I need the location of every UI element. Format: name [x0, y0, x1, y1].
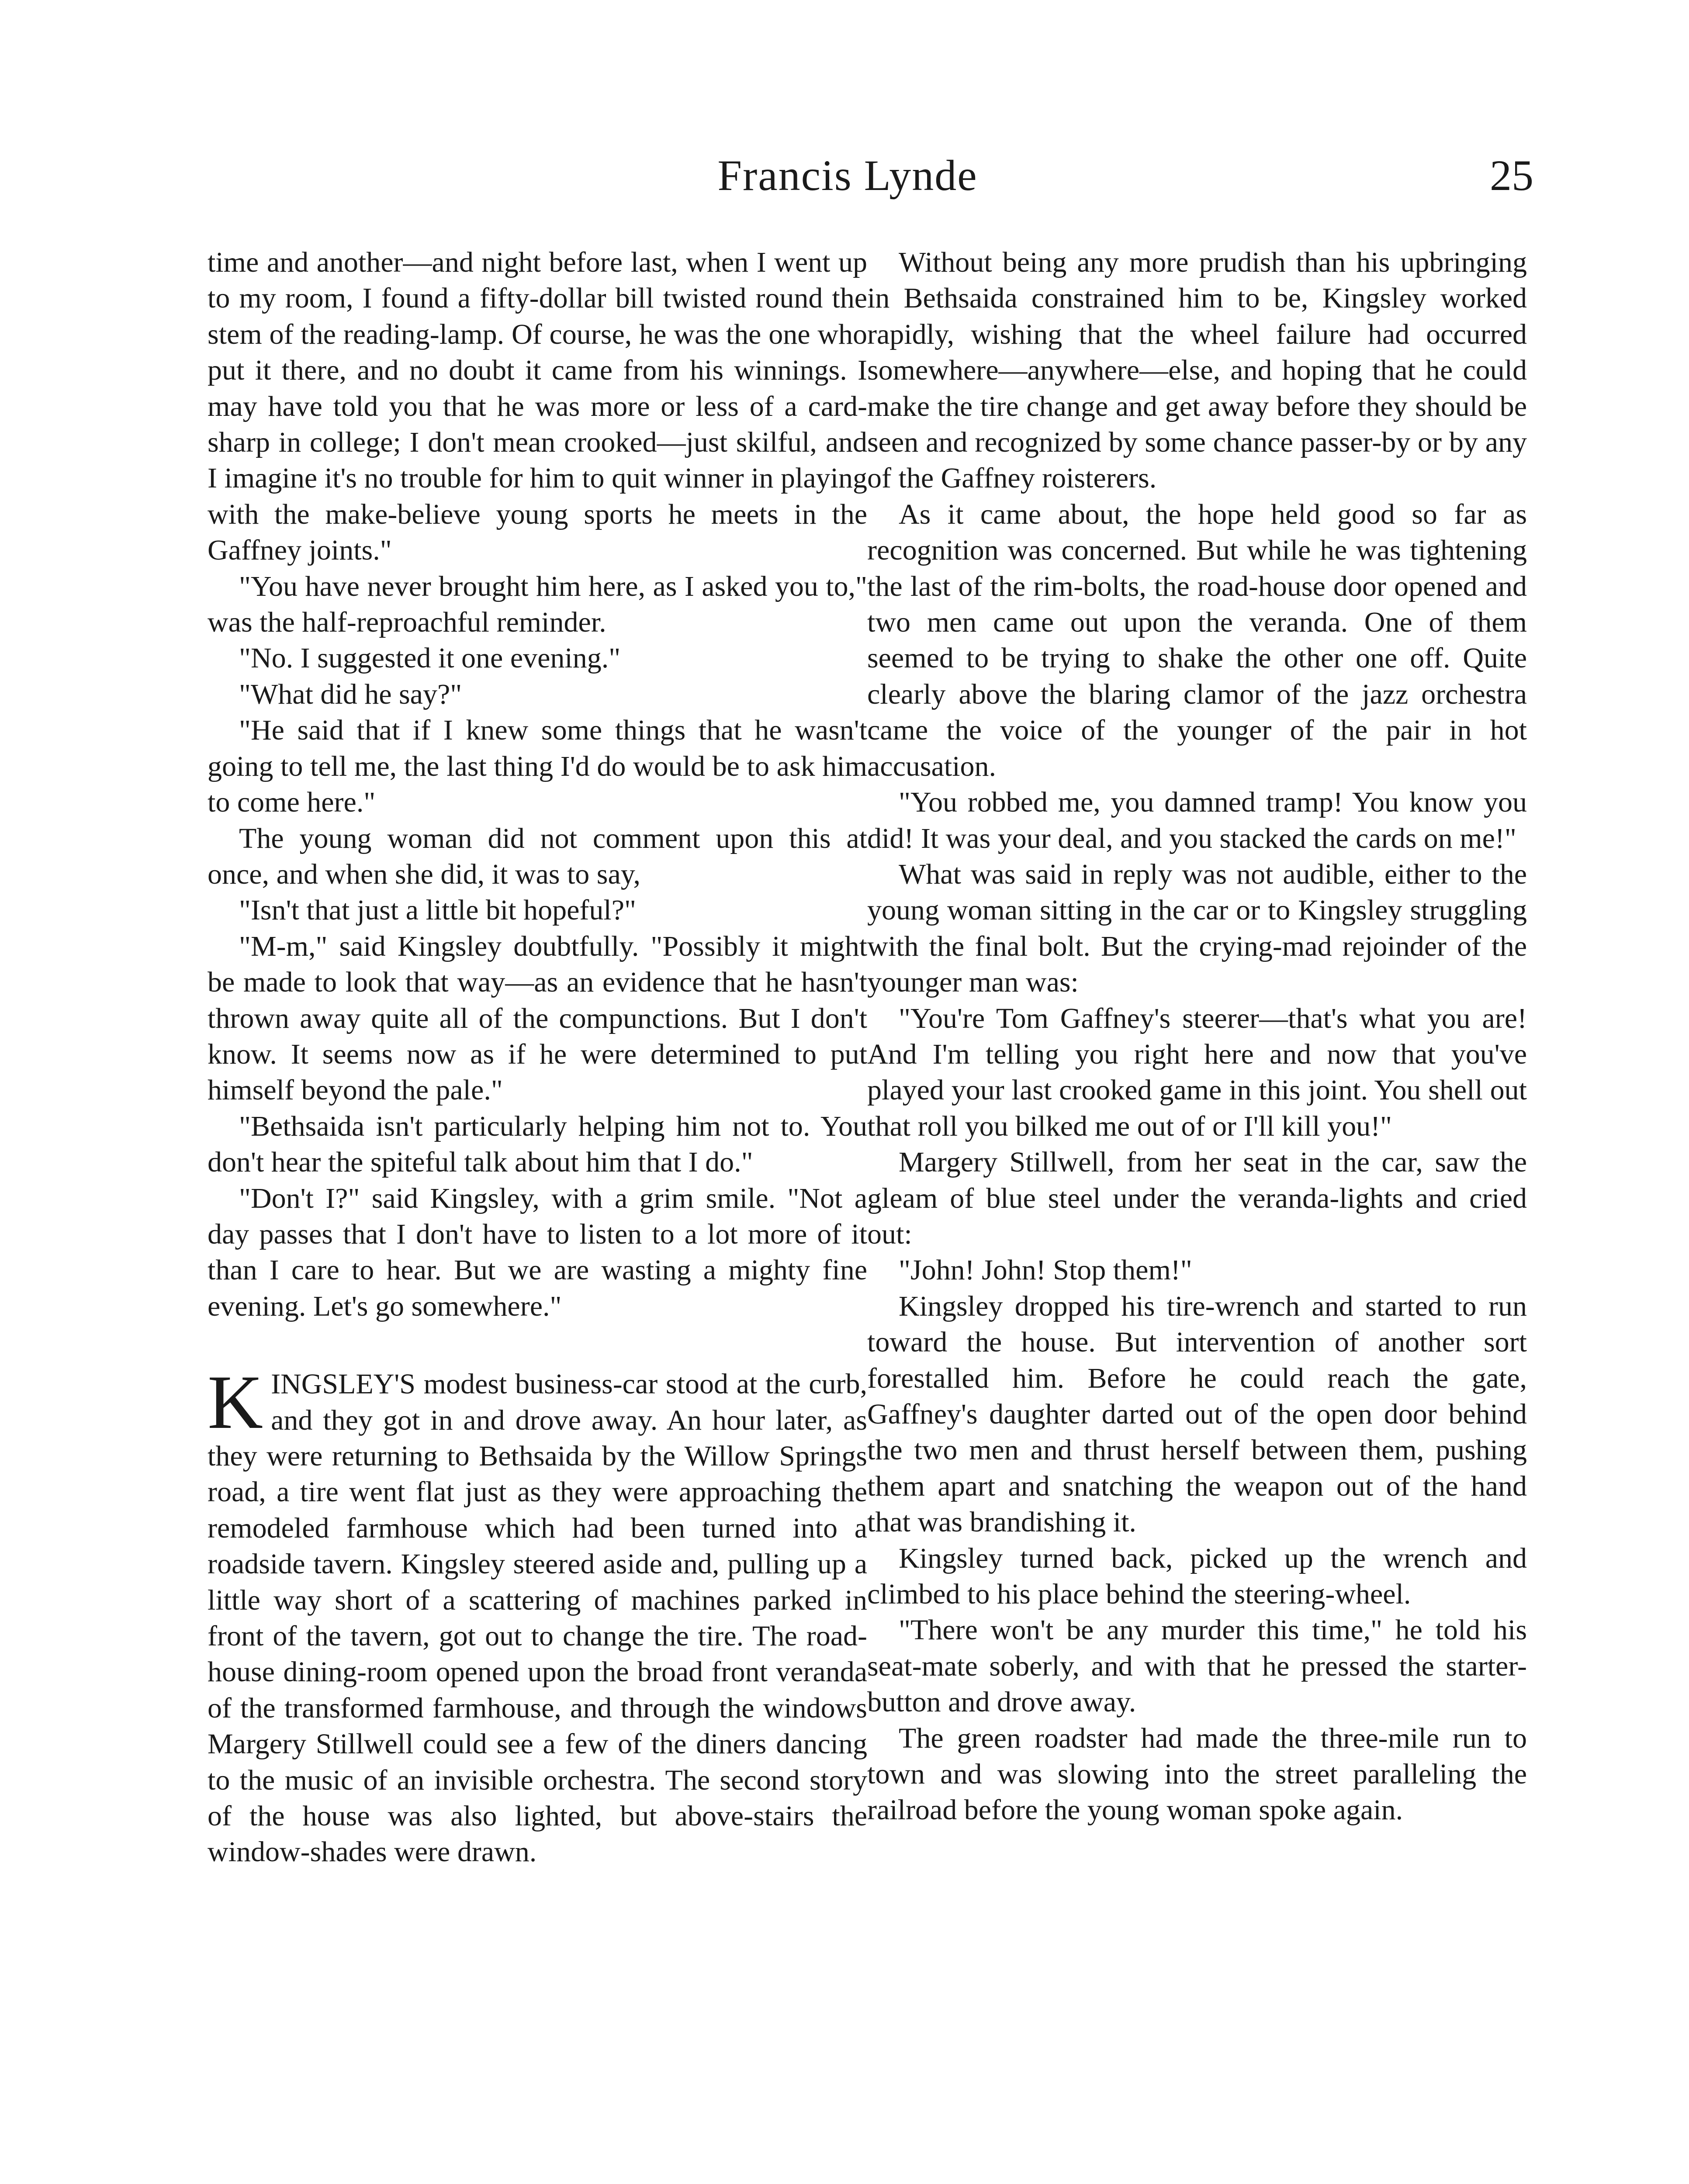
paragraph: "M-m," said Kingsley doubtfully. "Possibly it might be made to look that way—as an evidence that he hasn't thrown away quite all of the compunctions. But I don't know. It seems now as if he were determined to put himself beyond the pale."	[208, 930, 867, 1106]
paragraph: "John! John! Stop them!"	[899, 1254, 1192, 1286]
paragraph: The green roadster had made the three-mile run to town and was slowing into the street paralleling the railroad before the young woman spoke again.	[867, 1722, 1527, 1826]
paragraph: The young woman did not comment upon this at once, and when she did, it was to say,	[208, 822, 867, 890]
running-head-author: Francis Lynde	[717, 151, 978, 200]
paragraph: "You robbed me, you damned tramp! You know you did! It was your deal, and you stacked the cards on me!"	[867, 786, 1527, 854]
paragraph: "No. I suggested it one evening."	[239, 642, 621, 674]
paragraph: time and another—and night before last, when I went up to my room, I found a fifty-dollar bill twisted round the stem of the reading-lamp. Of course, he was the one who put it there, and no doubt it came from his winnings. I may have told you that he was more or less of a card-sharp in college; I don't mean crooked—just skilful, and I imagine it's no trouble for him to quit winner in playing with the make-believe young sports he meets in the Gaffney joints."	[208, 246, 867, 567]
paragraph: "You're Tom Gaffney's steerer—that's what you are! And I'm telling you right here and now that you've played your last crooked game in this joint. You shell out that roll you bilked me out of or I'll kill you!"	[867, 1002, 1527, 1142]
page-number: 25	[1490, 151, 1533, 200]
paragraph: "You have never brought him here, as I asked you to," was the half-reproachful reminder.	[208, 570, 867, 639]
paragraph: Without being any more prudish than his upbringing in Bethsaida constrained him to be, Kingsley worked rapidly, wishing that the wheel failure had occurred somewhere—anywhere—else, and hoping that he could make the tire change and get away before they should be seen and recognized by some chance passer-by or by any of the Gaffney roisterers.	[867, 246, 1527, 494]
drop-cap: K	[208, 1360, 263, 1445]
paragraph: "Isn't that just a little bit hopeful?"	[239, 894, 636, 926]
right-column	[867, 245, 1527, 1828]
paragraph: "He said that if I knew some things that he wasn't going to tell me, the last thing I'd do would be to ask him to come here."	[208, 714, 867, 819]
paragraph: Kingsley dropped his tire-wrench and started to run toward the house. But intervention of another sort forestalled him. Before he could reach the gate, Gaffney's daughter darted out of the open door behind the two men and thrust herself between them, pushing them apart and snatching the weapon out of the hand that was brandishing it.	[867, 1290, 1527, 1538]
paragraph: "What did he say?"	[239, 678, 462, 710]
paragraph: As it came about, the hope held good so far as recognition was concerned. But while he was tightening the last of the rim-bolts, the road-house door opened and two men came out upon the veranda. One of them seemed to be trying to shake the other one off. Quite clearly above the blaring clamor of the jazz orchestra came the voice of the younger of the pair in hot accusation.	[867, 498, 1527, 782]
section-opening-paragraph	[208, 1360, 867, 1870]
paragraph: "Don't I?" said Kingsley, with a grim smile. "Not a day passes that I don't have to listen to a lot more of it than I care to hear. But we are wasting a mighty fine evening. Let's go somewhere."	[208, 1182, 867, 1322]
paragraph: "Bethsaida isn't particularly helping him not to. You don't hear the spiteful talk about him that I do."	[208, 1110, 867, 1178]
paragraph: Margery Stillwell, from her seat in the car, saw the gleam of blue steel under the veranda-lights and cried out:	[867, 1146, 1527, 1250]
section-opening-text: INGSLEY'S modest business-car stood at the curb, and they got in and drove away. An hour later, as they were returning to Bethsaida by the Willow Springs road, a tire went flat just as they were approaching the remodeled farmhouse which had been turned into a roadside tavern. Kingsley steered aside and, pulling up a little way short of a scattering of machines parked in front of the tavern, got out to change the tire. The road-house dining-room opened upon the broad front veranda of the transformed farmhouse, and through the windows Margery Stillwell could see a few of the diners dancing to the music of an invisible orchestra. The second story of the house was also lighted, but above-stairs the window-shades were drawn.	[208, 1368, 867, 1868]
paragraph: Kingsley turned back, picked up the wrench and climbed to his place behind the steering-wheel.	[867, 1542, 1527, 1610]
left-column	[208, 245, 867, 1870]
paragraph: What was said in reply was not audible, either to the young woman sitting in the car or to Kingsley struggling with the final bolt. But the crying-mad rejoinder of the younger man was:	[867, 858, 1527, 999]
paragraph: "There won't be any murder this time," he told his seat-mate soberly, and with that he pressed the starter-button and drove away.	[867, 1614, 1527, 1718]
